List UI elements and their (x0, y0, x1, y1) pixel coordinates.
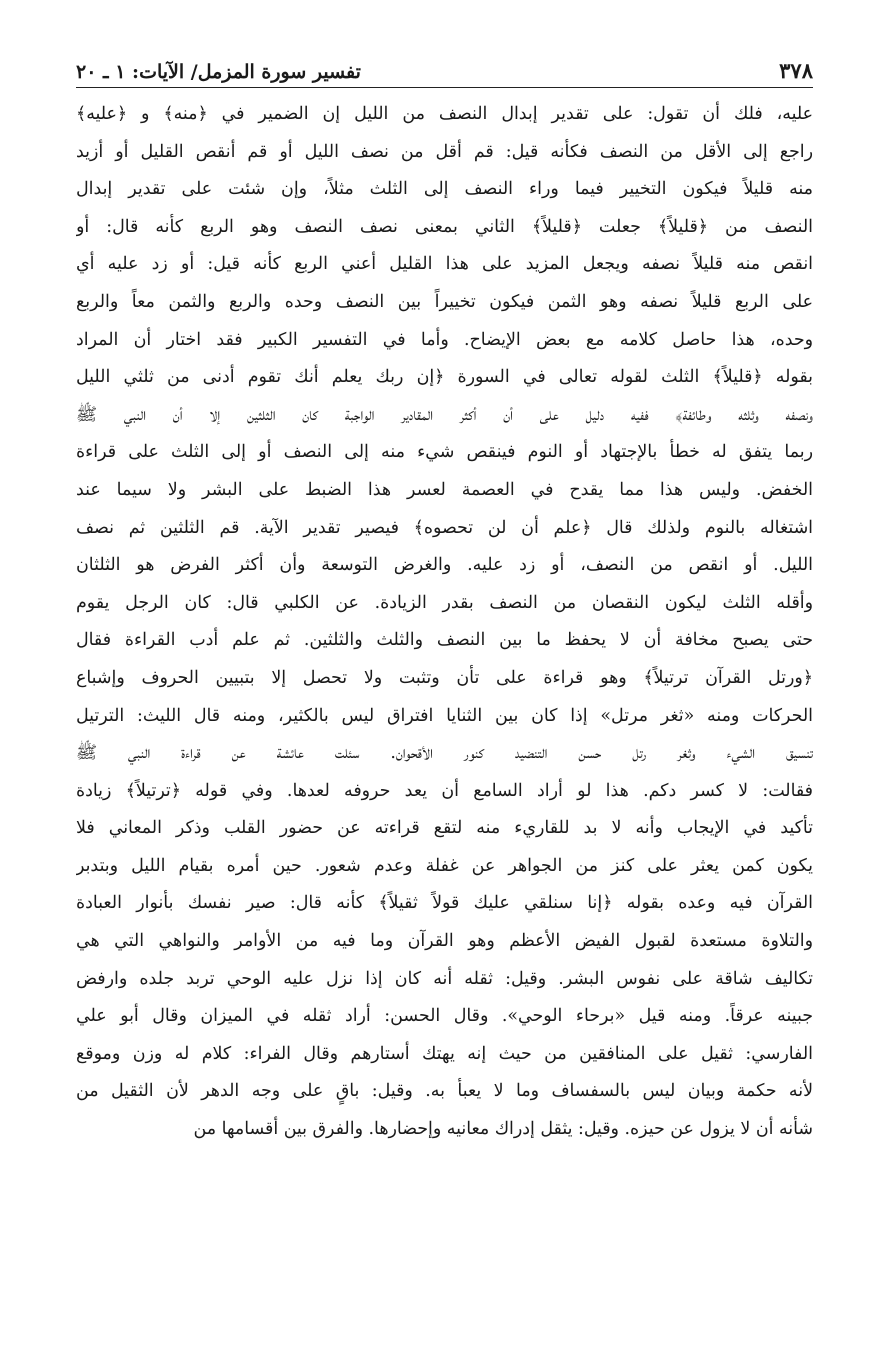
text-line: يكون كمن يعثر على كنز من الجواهر عن غفلة وعدم شعور. حين أمره بقيام الليل وبتدبر (76, 855, 813, 876)
text-line: عليه، فلك أن تقول: على تقدير إبدال النصف من الليل إن الضمير في ﴿منه﴾ و ﴿عليه﴾ (76, 104, 813, 124)
text-line: القرآن فيه وعده بقوله ﴿إنا سنلقي عليك قولاً ثقيلاً﴾ كأنه قال: صير نفسك بأنوار العبادة (76, 893, 813, 914)
text-line: انقص منه قليلاً نصفه ويجعل المزيد على هذا القليل أعني الربع كأنه قيل: أو زد عليه أي (76, 254, 813, 275)
text-line: النصف من ﴿قليلاً﴾ جعلت ﴿قليلاً﴾ الثاني بمعنى نصف النصف وهو الربع كأنه قال: أو (76, 216, 813, 237)
page-number: ٣٧٨ (779, 58, 813, 83)
text-line: الليل. أو انقص من النصف، أو زد عليه. والغرض التوسعة وأن أكثر الفرض هو الثلثان (76, 555, 813, 576)
text-line: تكاليف شاقة على نفوس البشر. وقيل: ثقله أنه كان إذا نزل عليه الوحي تربد جلده وارفض (76, 968, 813, 989)
text-line: تأكيد في الإيجاب وأنه لا بد للقاريء منه لتقع قراءته عن حضور القلب وذكر المعاني فلا (76, 818, 813, 839)
text-line: راجع إلى الأقل من النصف فكأنه قيل: قم أقل من نصف الليل أو قم أنقص القليل أو أزيد (76, 141, 813, 162)
header-title: تفسير سورة المزمل/ الآيات: ١ ـ ٢٠ (76, 61, 361, 83)
text-line: اشتغاله بالنوم ولذلك قال ﴿علم أن لن تحصوه﴾ فيصير تقدير الآية. قم الثلثين ثم نصف (76, 517, 813, 538)
text-line: على الربع قليلاً نصفه وهو الثمن فيكون تخييراً بين النصف وحده والربع والثمن معاً والربع (76, 291, 813, 312)
text-line: تنسيق الشيء وثغر رتل حسن التنضيد كنور الأقحوان. سئلت عائشة عن قراءة النبي ﷺ (76, 743, 813, 764)
text-line: وأقله الثلث ليكون النقصان من النصف بقدر الزيادة. عن الكلبي قال: كان الرجل يقوم (76, 592, 813, 613)
text-line: حتى يصبح مخافة أن لا يحفظ ما بين النصف والثلث والثلثين. ثم علم أدب القراءة فقال (76, 630, 813, 651)
text-line: الفارسي: ثقيل على المنافقين من حيث إنه يهتك أستارهم وقال الفراء: كلام له وزن وموقع (76, 1043, 813, 1064)
text-line: ونصفه وثلثه وطائفة﴾ ففيه دليل على أن أكثر المقادير الواجبة كان الثلثين إلا أن النبي ﷺ (76, 404, 813, 425)
text-line: ربما يتفق له خطأ بالإجتهاد أو النوم فينقص شيء منه إلى النصف أو إلى الثلث على قراءة (76, 442, 813, 463)
text-line: منه قليلاً فيكون التخيير فيما وراء النصف إلى الثلث مثلاً، وإن شئت على تقدير إبدال (76, 179, 813, 200)
running-head (76, 52, 813, 88)
text-line: الخفض. وليس هذا مما يقدح في العصمة لعسر هذا الضبط على البشر ولا سيما عند (76, 479, 813, 500)
text-line: جبينه عرقاً. ومنه قيل «برحاء الوحي». وقال الحسن: أراد ثقله في الميزان وقال أبو علي (76, 1006, 813, 1027)
text-line: وحده، هذا حاصل كلامه مع بعض الإيضاح. وأما في التفسير الكبير فقد اختار أن المراد (76, 329, 813, 350)
text-line: بقوله ﴿قليلاً﴾ الثلث لقوله تعالى في السورة ﴿إن ربك يعلم أنك تقوم أدنى من ثلثي الليل (76, 367, 813, 388)
text-line: شأنه أن لا يزول عن حيزه. وقيل: يثقل إدراك معانيه وإحضارها. والفرق بين أقسامها من (193, 1119, 813, 1140)
body-text (76, 96, 813, 1149)
text-line: لأنه حكمة وبيان ليس بالسفساف وما لا يعبأ به. وقيل: باقٍ على وجه الدهر لأن الثقيل من (76, 1081, 813, 1102)
text-line: فقالت: لا كسر دكم. هذا لو أراد السامع أن يعد حروفه لعدها. وفي قوله ﴿ترتيلاً﴾ زيادة (76, 780, 813, 801)
text-line: الحركات ومنه «ثغر مرتل» إذا كان بين الثنايا افتراق ليس بالكثير، ومنه قال الليث: الترتيل (76, 705, 813, 726)
text-line: والتلاوة مستعدة لقبول الفيض الأعظم وهو القرآن وما فيه من الأوامر والنواهي التي هي (76, 931, 813, 952)
text-line: ﴿ورتل القرآن ترتيلاً﴾ وهو قراءة على تأن وتثبت ولا تحصل إلا بتبيين الحروف وإشباع (76, 667, 813, 688)
